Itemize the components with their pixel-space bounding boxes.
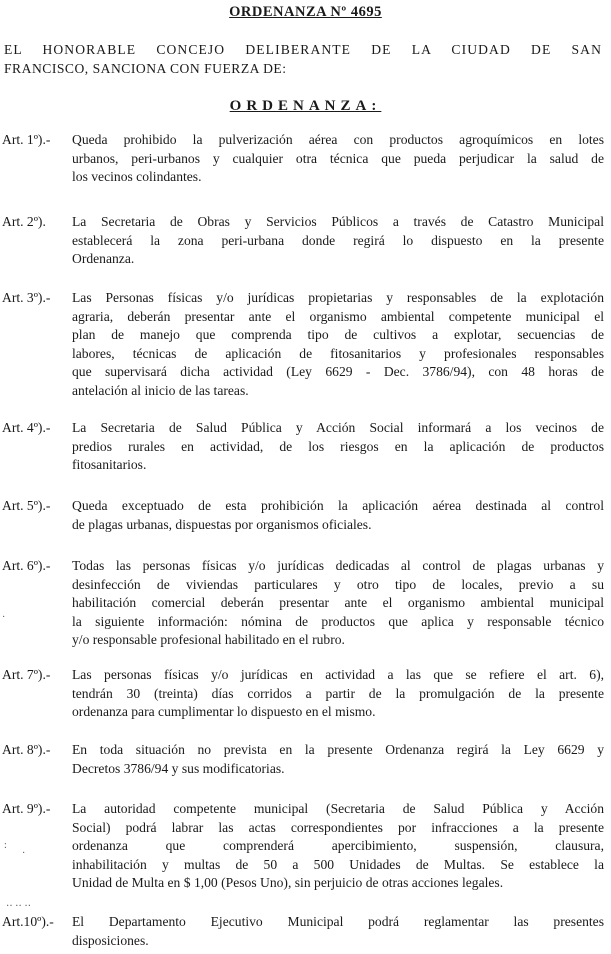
article-label: Art.10º).- bbox=[2, 914, 54, 929]
article-body bbox=[72, 497, 604, 534]
article-body bbox=[72, 557, 604, 650]
article-body bbox=[72, 741, 604, 778]
article-label: Art. 3º).- bbox=[2, 290, 51, 305]
scan-mark: ‥ ‥ ‥ bbox=[6, 898, 32, 909]
article-line: desinfección de viviendas particulares y otro tipo de locales, previo a su bbox=[72, 576, 604, 592]
article-line: En toda situación no prevista en la presente Ordenanza regirá la Ley 6629 y bbox=[72, 742, 604, 757]
article-body bbox=[72, 800, 604, 893]
article-body bbox=[72, 419, 604, 475]
scan-mark: : bbox=[4, 840, 7, 851]
article-body bbox=[72, 913, 604, 950]
article-line: disposiciones. bbox=[72, 932, 149, 948]
article-line: Queda prohibido la pulverización aérea con productos agroquímicos en lotes bbox=[72, 132, 604, 147]
article-line: La Secretaria de Salud Pública y Acción Social informará a los vecinos de bbox=[72, 420, 604, 435]
article-line: Social) podrá labrar las actas correspondientes por infracciones a la presente bbox=[72, 819, 604, 835]
article-label: Art. 7º).- bbox=[2, 667, 51, 682]
article-line: El Departamento Ejecutivo Municipal podrá reglamentar las presentes bbox=[72, 914, 604, 929]
article-line: ordenanza para cumplimentar lo dispuesto en el mismo. bbox=[72, 704, 376, 719]
preamble bbox=[4, 40, 602, 78]
article-line: fitosanitarios. bbox=[72, 457, 147, 472]
article-line: La Secretaria de Obras y Servicios Públicos a través de Catastro Municipal bbox=[72, 214, 604, 229]
article-label: Art. 4º).- bbox=[2, 420, 51, 435]
article-label: Art. 9º).- bbox=[2, 801, 51, 816]
article-line: Decretos 3786/94 y sus modificatorias. bbox=[72, 760, 285, 776]
article-line: labores, técnicas de aplicación de fitosanitarios y profesionales responsables bbox=[72, 345, 604, 361]
article-line: de plagas urbanas, dispuestas por organismos oficiales. bbox=[72, 516, 372, 532]
article-line: Queda exceptuado de esta prohibición la aplicación aérea destinada al control bbox=[72, 498, 604, 513]
article-line: Las personas físicas y/o jurídicas en actividad a las que se refiere el art. 6), bbox=[72, 667, 604, 682]
scan-mark: · bbox=[22, 848, 26, 859]
article-label: Art. 6º).- bbox=[2, 558, 51, 573]
article-line: antelación al inicio de las tareas. bbox=[72, 382, 249, 398]
article-body bbox=[72, 213, 604, 269]
article-line: los vecinos colindantes. bbox=[72, 169, 202, 184]
article-line: habilitación comercial deberán presentar ante el organismo ambiental municipal bbox=[72, 595, 604, 610]
article-line: predios rurales en actividad, de los riesgos en la aplicación de productos bbox=[72, 438, 604, 454]
preamble-line-1: EL HONORABLE CONCEJO DELIBERANTE DE LA CIUDAD DE SAN bbox=[4, 42, 602, 57]
article-line: Las Personas físicas y/o jurídicas propietarias y responsables de la explotación bbox=[72, 290, 604, 305]
scan-mark: · bbox=[2, 612, 6, 623]
article-line: ordenanza que comprenderá apercibimiento, suspensión, clausura, bbox=[72, 838, 604, 853]
article-line: plan de manejo que comprenda tipo de cultivos a explotar, secuencias de bbox=[72, 327, 604, 342]
article-body bbox=[72, 289, 604, 400]
article-line: Todas las personas físicas y/o jurídicas dedicadas al control de plagas urbanas y bbox=[72, 558, 604, 573]
article-line: Unidad de Multa en $ 1,00 (Pesos Uno), sin perjuicio de otras acciones legales. bbox=[72, 875, 504, 890]
article-line: que supervisará dicha actividad (Ley 6629 - Dec. 3786/94), con 48 horas de bbox=[72, 364, 604, 379]
ordinance-title: ORDENANZA Nº 4695 bbox=[229, 4, 382, 20]
article-label: Art. 5º).- bbox=[2, 498, 51, 513]
article-line: inhabilitación y multas de 50 a 500 Unidades de Multas. Se establece la bbox=[72, 856, 604, 872]
article-line: establecerá la zona peri-urbana donde regirá lo dispuesto en la presente bbox=[72, 232, 604, 248]
article-label: Art. 1º).- bbox=[2, 132, 51, 147]
article-label: Art. 8º).- bbox=[2, 742, 51, 757]
article-line: tendrán 30 (treinta) días corridos a partir de la promulgación de la presente bbox=[72, 685, 604, 701]
preamble-line-2: FRANCISCO, SANCIONA CON FUERZA DE: bbox=[4, 61, 287, 76]
article-line: y/o responsable profesional habilitado en el rubro. bbox=[72, 632, 345, 647]
article-line: agraria, deberán presentar ante el organismo ambiental competente municipal el bbox=[72, 308, 604, 324]
article-body bbox=[72, 666, 604, 722]
article-line: urbanos, peri-urbanos y cualquier otra técnica que pueda perjudicar la salud de bbox=[72, 150, 604, 166]
article-body bbox=[72, 131, 604, 187]
article-label: Art. 2º). bbox=[2, 214, 46, 229]
article-line: la siguiente información: nómina de productos que aplica y responsable técnico bbox=[72, 613, 604, 629]
ordinance-heading: ORDENANZA: bbox=[229, 98, 382, 114]
article-line: La autoridad competente municipal (Secretaria de Salud Pública y Acción bbox=[72, 801, 604, 816]
article-line: Ordenanza. bbox=[72, 251, 135, 266]
